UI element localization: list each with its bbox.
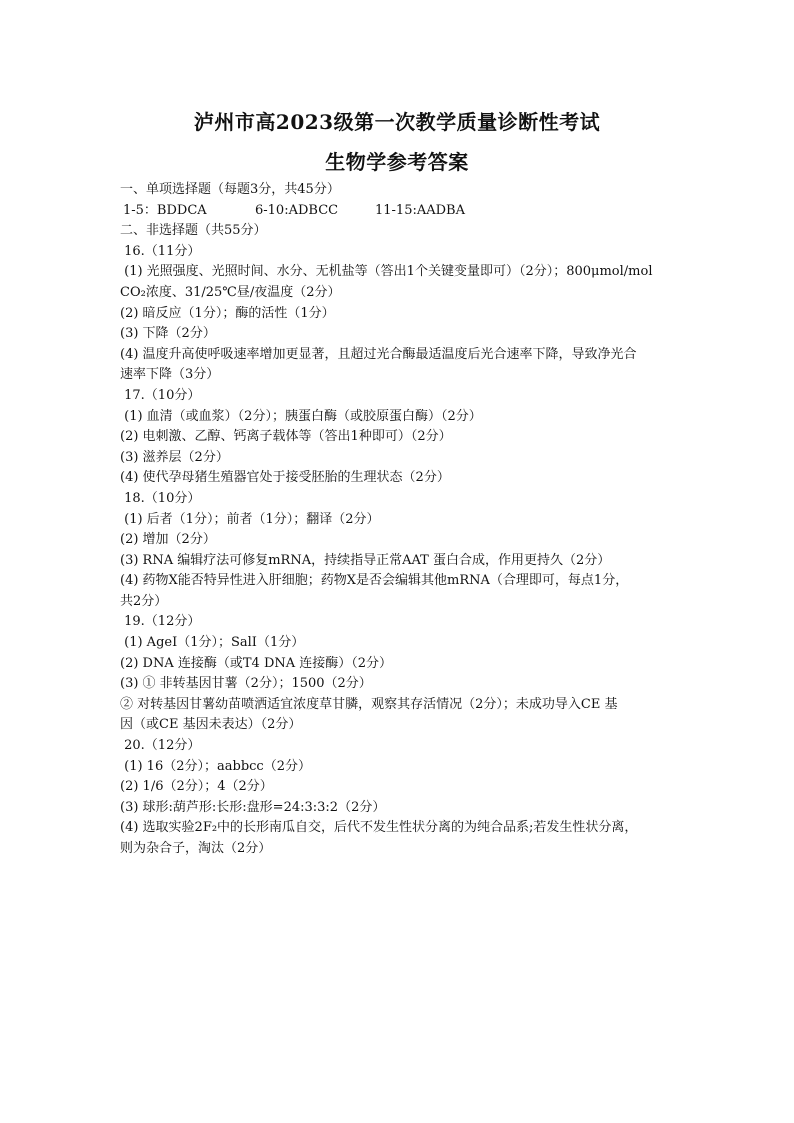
answer-line: ② 对转基因甘薯幼苗喷洒适宜浓度草甘膦，观察其存活情况（2分）；未成功导入CE 基 bbox=[120, 696, 618, 712]
answer-group-6-10: 6-10:ADBCC bbox=[255, 202, 339, 218]
page-subtitle: 生物学参考答案 bbox=[325, 150, 469, 174]
answer-line: (1) 后者（1分）；前者（1分）；翻译（2分） bbox=[120, 511, 380, 527]
answer-line: 17.（10分） bbox=[120, 387, 201, 403]
answer-line: (3) 滋养层（2分） bbox=[120, 449, 229, 465]
section-heading-multiple-choice: 一、单项选择题（每题3分，共45分） bbox=[120, 182, 340, 197]
answer-line: 因（或CE 基因未表达）（2分） bbox=[120, 717, 302, 733]
answer-line: (1) 光照强度、光照时间、水分、无机盐等（答出1个关键变量即可）（2分）；800μmol/mol bbox=[120, 264, 653, 280]
answer-line: (2) 电刺激、乙醇、钙离子载体等（答出1种即可）（2分） bbox=[120, 429, 452, 445]
answer-line: (4) 温度升高使呼吸速率增加更显著，且超过光合酶最适温度后光合速率下降，导致净光合 bbox=[120, 346, 637, 362]
answer-line: 则为杂合子，淘汰（2分） bbox=[120, 841, 272, 856]
answer-line: (1) 血清（或血浆）（2分）；胰蛋白酶（或胶原蛋白酶）（2分） bbox=[120, 408, 482, 424]
section-heading-non-choice: 二、非选择题（共55分） bbox=[120, 223, 267, 239]
answer-line: 共2分） bbox=[120, 593, 168, 609]
answer-line: (3) 下降（2分） bbox=[120, 326, 216, 342]
answer-line: CO₂浓度、31/25℃昼/夜温度（2分） bbox=[120, 284, 341, 300]
answer-body bbox=[120, 180, 690, 860]
answer-line: 18.（10分） bbox=[120, 490, 201, 506]
answer-line: (4) 药物X能否特异性进入肝细胞；药物X是否会编辑其他mRNA（合理即可，每点1分， bbox=[120, 573, 629, 589]
answer-line: (4) 使代孕母猪生殖器官处于接受胚胎的生理状态（2分） bbox=[120, 470, 450, 486]
answer-line: (3) ① 非转基因甘薯（2分）；1500（2分） bbox=[120, 676, 372, 692]
non-choice-answer-list bbox=[120, 242, 690, 860]
answer-line: (3) RNA 编辑疗法可修复mRNA，持续指导正常AAT 蛋白合成，作用更持久（2分） bbox=[120, 552, 611, 568]
answer-line: (2) 增加（2分） bbox=[120, 532, 216, 548]
answer-line: (1) 16（2分）；aabbcc（2分） bbox=[120, 758, 311, 774]
answer-line: (2) 暗反应（1分）；酶的活性（1分） bbox=[120, 305, 335, 321]
answer-line: (4) 选取实验2F₂中的长形南瓜自交，后代不发生性状分离的为纯合品系;若发生性状分离， bbox=[120, 820, 638, 836]
answer-line: (2) 1/6（2分）；4（2分） bbox=[120, 779, 273, 795]
answer-line: (1) AgeI（1分）；SalI（1分） bbox=[120, 635, 305, 651]
answer-line: 16.（11分） bbox=[120, 243, 201, 259]
answer-group-11-15: 11-15:AADBA bbox=[375, 202, 465, 218]
answer-line: 20.（12分） bbox=[120, 738, 201, 754]
answer-line: (2) DNA 连接酶（或T4 DNA 连接酶）（2分） bbox=[120, 655, 393, 671]
answer-line: 19.（12分） bbox=[120, 614, 201, 630]
page-title: 泸州市高2023级第一次教学质量诊断性考试 bbox=[193, 110, 601, 134]
answer-line: (3) 球形:葫芦形:长形:盘形=24:3:3:2（2分） bbox=[120, 799, 386, 815]
answer-line: 速率下降（3分） bbox=[120, 367, 220, 383]
answer-group-1-5: 1-5：BDDCA bbox=[123, 202, 207, 218]
multiple-choice-answers bbox=[120, 201, 690, 222]
